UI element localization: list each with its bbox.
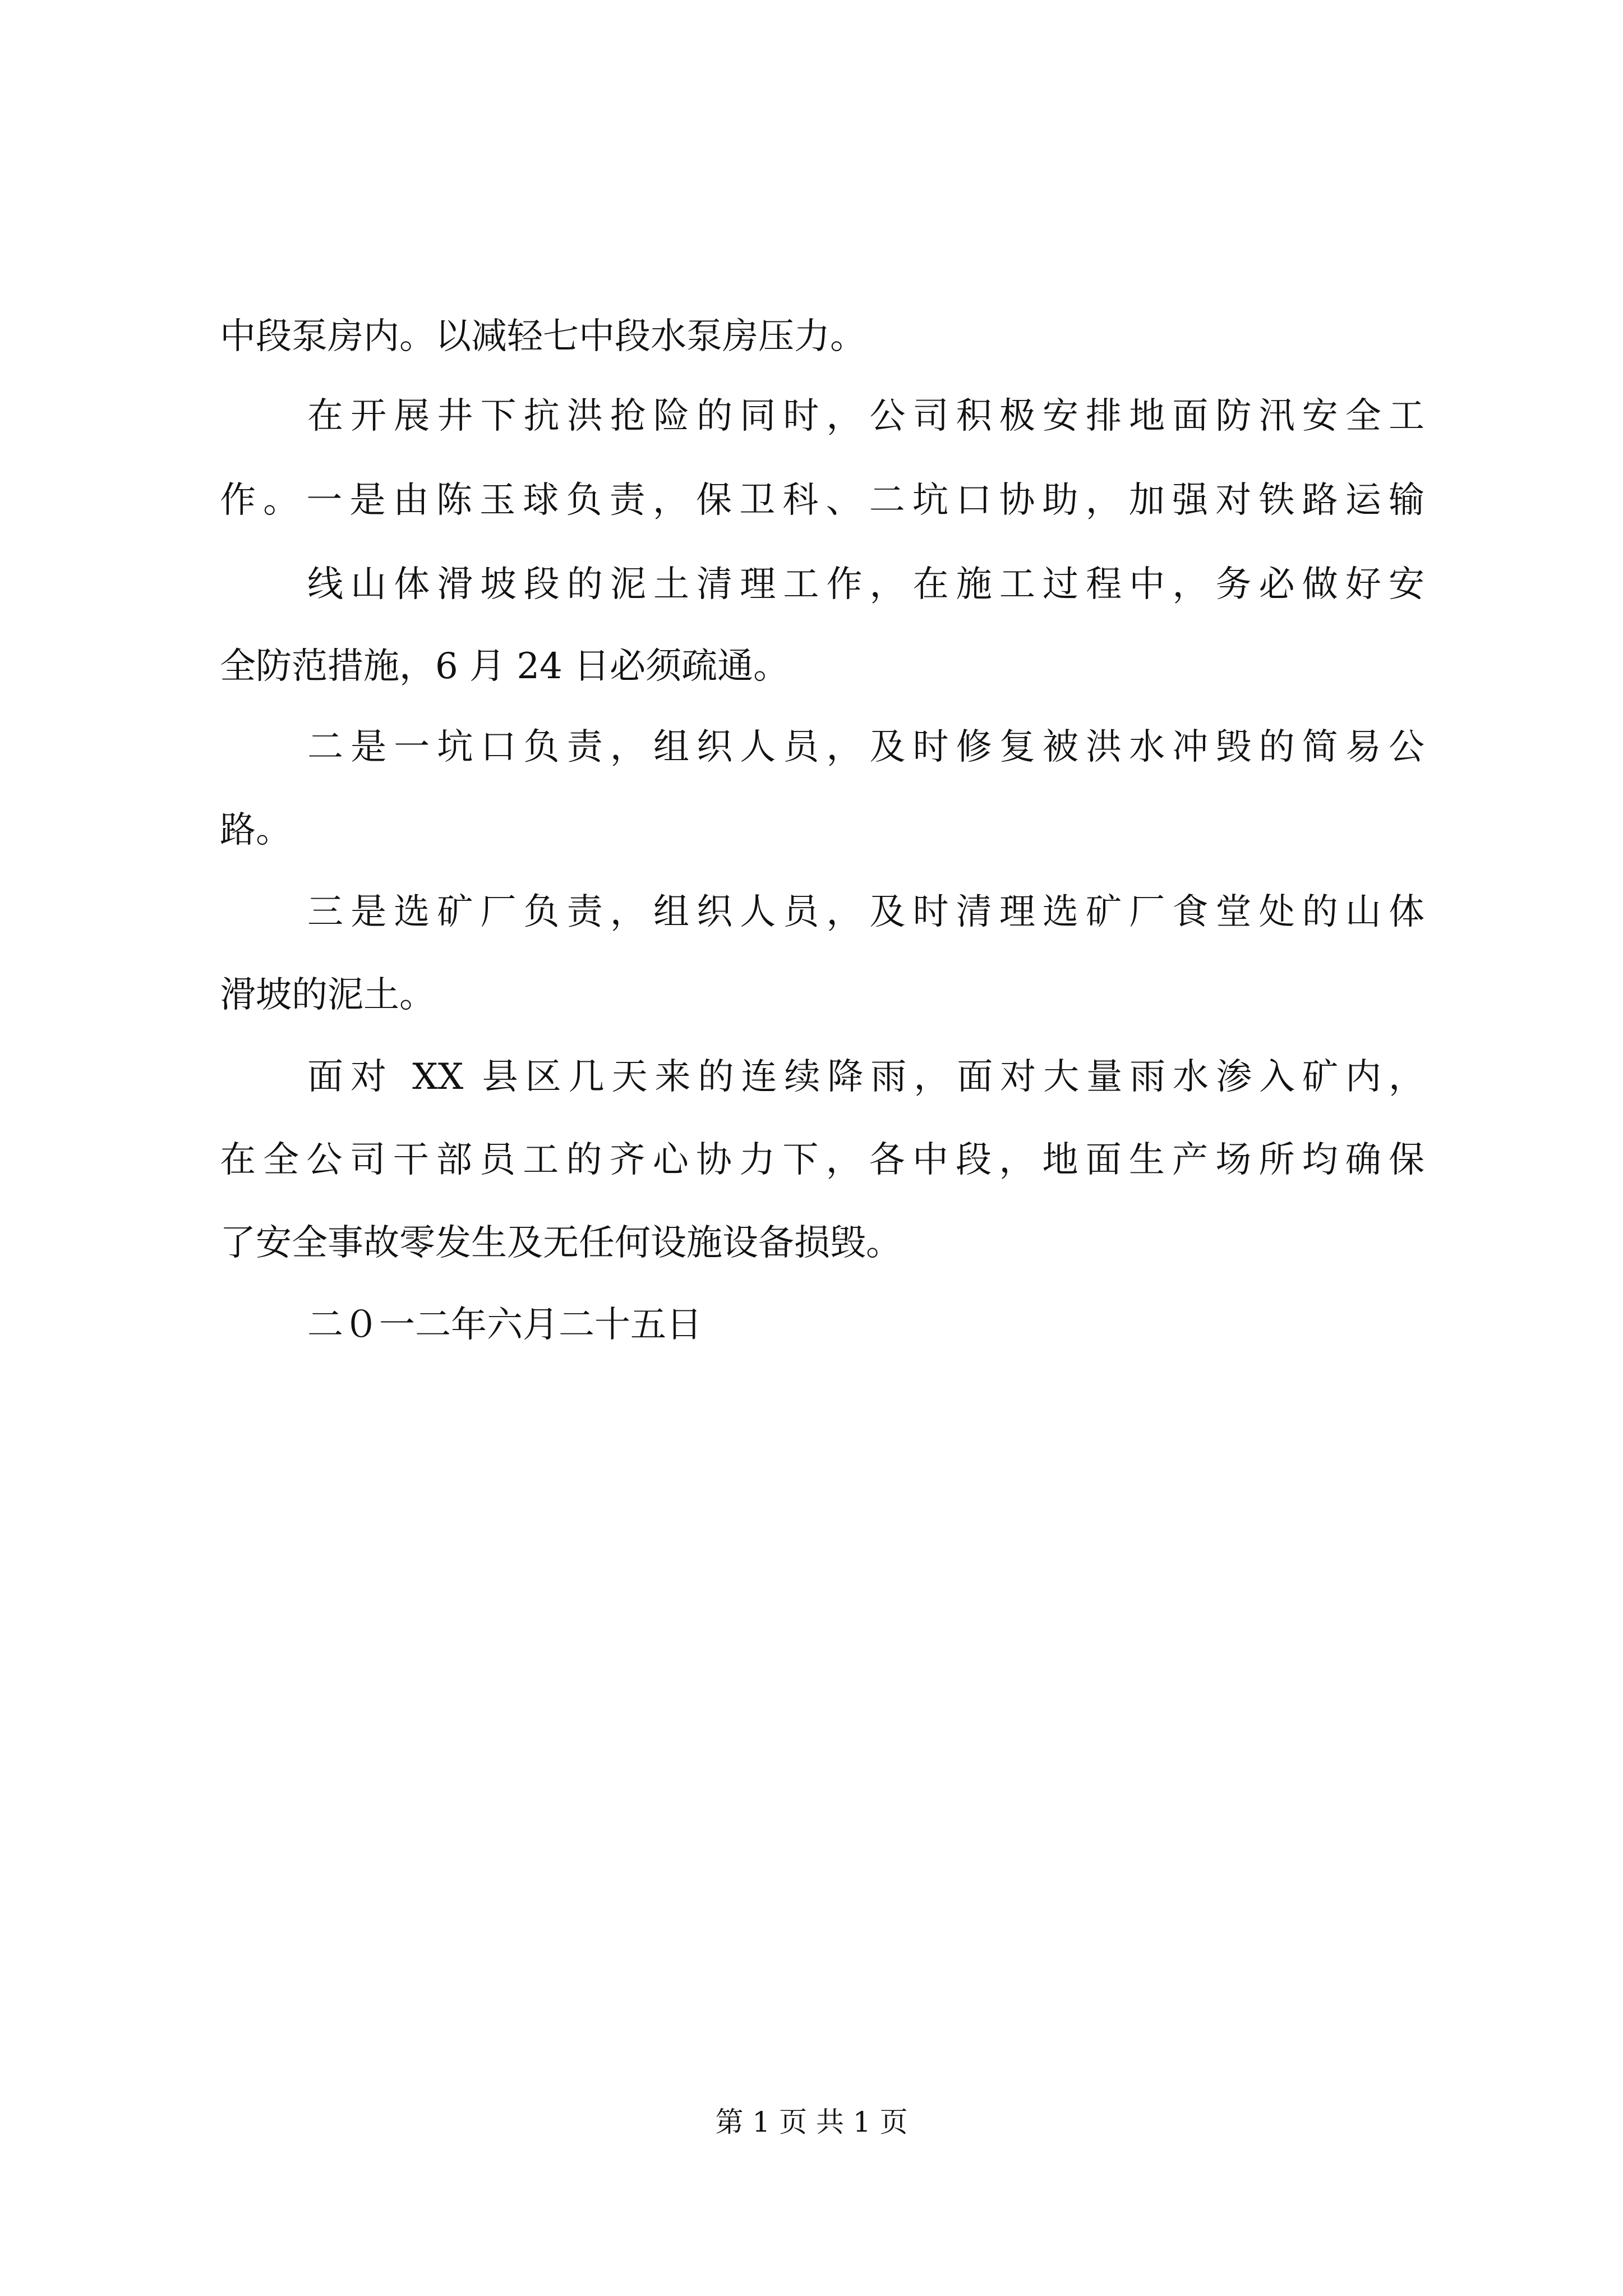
- body-text-line: 三是选矿厂负责，组织人员，及时清理选矿厂食堂处的山体: [307, 891, 1424, 933]
- body-text-line: 在全公司干部员工的齐心协力下，各中段，地面生产场所均确保: [220, 1139, 1424, 1181]
- body-text-line: 路。: [220, 809, 292, 851]
- page-number-footer: 第 1 页 共 1 页: [715, 2106, 908, 2138]
- body-text-line: 面对 XX 县区几天来的连续降雨，面对大量雨水渗入矿内，: [307, 1056, 1424, 1098]
- body-text-line: 了安全事故零发生及无任何设施设备损毁。: [220, 1222, 902, 1264]
- date-line: 二０一二年六月二十五日: [307, 1304, 702, 1346]
- body-text-line: 全防范措施，6 月 24 日必须疏通。: [220, 646, 790, 687]
- body-text-line: 作。一是由陈玉球负责，保卫科、二坑口协助，加强对铁路运输: [220, 480, 1424, 521]
- body-text-line: 在开展井下抗洪抢险的同时，公司积极安排地面防汛安全工: [307, 395, 1424, 437]
- body-text-line: 滑坡的泥土。: [220, 974, 435, 1016]
- body-text-line: 中段泵房内。以减轻七中段水泵房压力。: [220, 316, 866, 357]
- body-text-line: 二是一坑口负责，组织人员，及时修复被洪水冲毁的简易公: [307, 726, 1424, 768]
- body-text-line: 线山体滑坡段的泥土清理工作，在施工过程中，务必做好安: [307, 564, 1424, 605]
